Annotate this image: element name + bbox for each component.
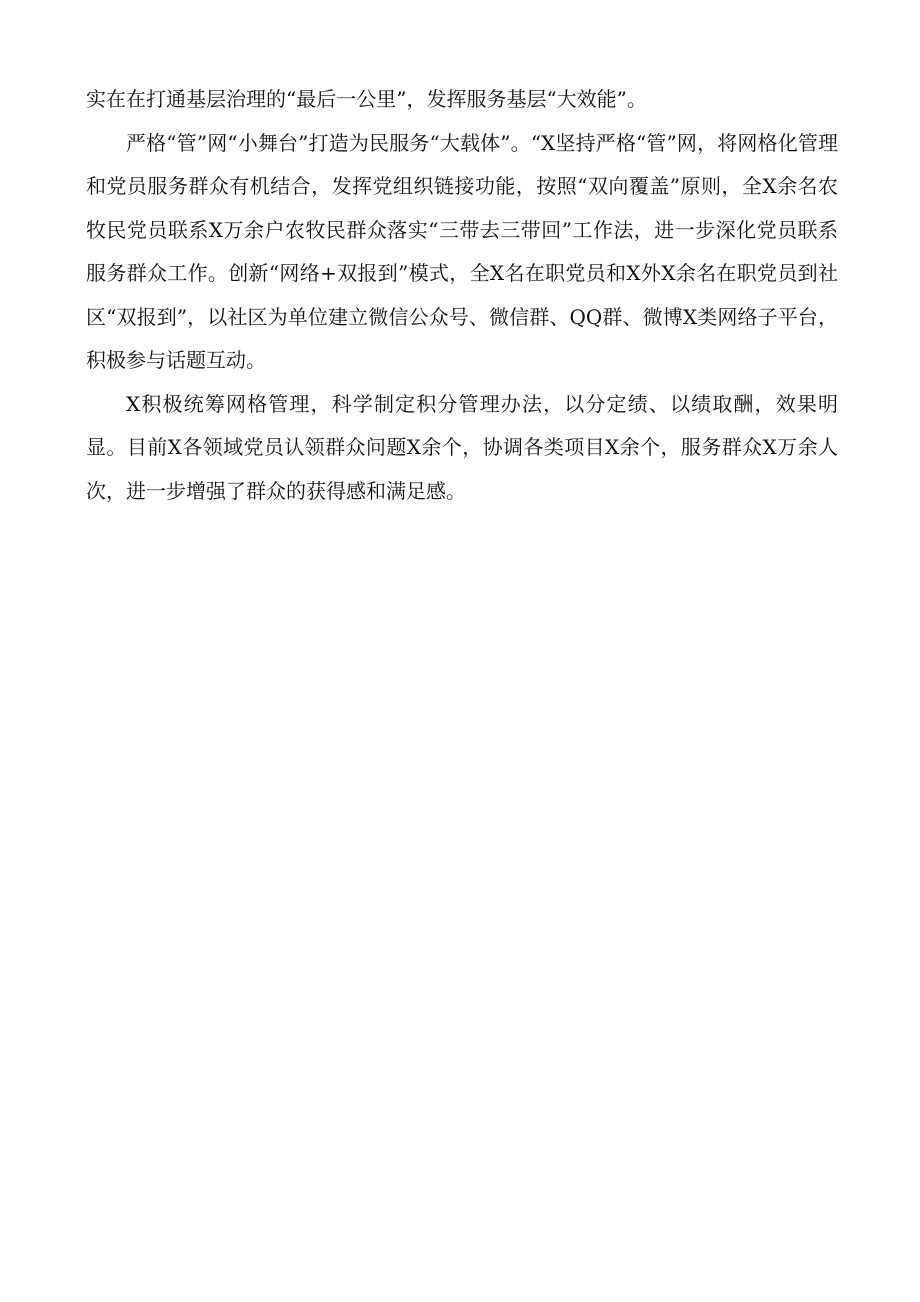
paragraph-continuation: 实在在打通基层治理的“最后一公里”，发挥服务基层“大效能”。 — [86, 87, 647, 111]
paragraph-points-management: X积极统筹网格管理，科学制定积分管理办法，以分定绩、以绩取酬，效果明显。目前X各领域党员认领群众问题X余个，协调各类项目X余个，服务群众X万余人次，进一步增强了群众的获得感和满足感。 — [86, 391, 838, 503]
paragraph-grid-management: 严格“管”网“小舞台”打造为民服务“大载体”。“X坚持严格“管”网，将网格化管理和党员服务群众有机结合，发挥党组织链接功能，按照“双向覆盖”原则，全X余名农牧民党员联系X万余户农牧民群众落实“三带去三带回”工作法，进一步深化党员联系服务群众工作。创新“网络+双报到”模式，全X名在职党员和X外X余名在职党员到社区“双报到”，以社区为单位建立微信公众号、微信群、QQ群、微博X类网络子平台，积极参与话题互动。 — [86, 130, 838, 372]
document-body — [86, 78, 838, 513]
